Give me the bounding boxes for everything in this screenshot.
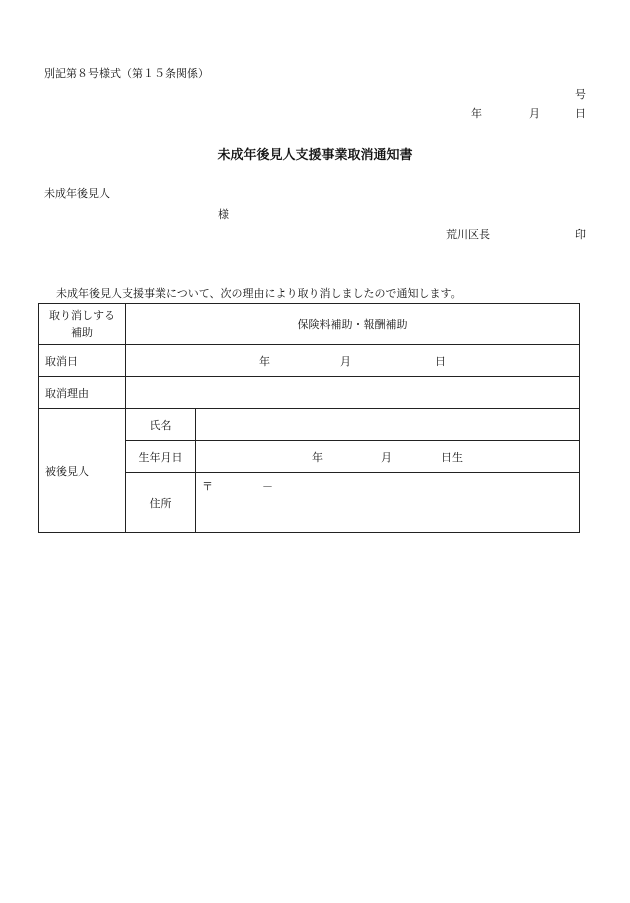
postal-mark: 〒 <box>202 480 213 493</box>
postal-code-dash: － <box>262 480 273 493</box>
cancel-date-field[interactable] <box>126 345 580 377</box>
subsidy-label-cell <box>39 304 126 345</box>
issue-day-label: 日 <box>575 107 586 120</box>
cancellation-form-table <box>38 303 580 533</box>
name-field[interactable] <box>196 409 580 441</box>
cancel-year-label: 年 <box>259 354 270 368</box>
dob-label: 生年月日 <box>126 441 196 473</box>
cancel-month-label: 月 <box>340 354 351 368</box>
recipient-honorific: 様 <box>218 208 229 221</box>
cancel-date-label: 取消日 <box>39 345 126 377</box>
issue-year-label: 年 <box>471 107 482 120</box>
reason-label: 取消理由 <box>39 377 126 409</box>
cancel-date-row <box>39 345 580 377</box>
ward-name-row <box>39 409 580 441</box>
intro-text: 未成年後見人支援事業について、次の理由により取り消しましたので通知します。 <box>56 287 462 300</box>
ward-label: 被後見人 <box>39 409 126 533</box>
reason-row <box>39 377 580 409</box>
dob-year-label: 年 <box>312 450 323 464</box>
issue-month-label: 月 <box>529 107 540 120</box>
document-title: 未成年後見人支援事業取消通知書 <box>217 148 413 163</box>
subsidy-value: 保険料補助・報酬補助 <box>126 304 580 345</box>
address-field[interactable] <box>196 473 580 533</box>
seal-mark: 印 <box>575 228 586 241</box>
name-label: 氏名 <box>126 409 196 441</box>
dob-day-label: 日生 <box>441 450 463 464</box>
document-number-label: 号 <box>575 88 586 101</box>
cancel-day-label: 日 <box>435 354 446 368</box>
address-label: 住所 <box>126 473 196 533</box>
recipient-label: 未成年後見人 <box>44 187 110 200</box>
issuer-name: 荒川区長 <box>446 228 490 241</box>
dob-month-label: 月 <box>381 450 392 464</box>
subsidy-label-line1: 取り消しする <box>49 308 115 322</box>
subsidy-row <box>39 304 580 345</box>
reason-field[interactable] <box>126 377 580 409</box>
subsidy-label-line2: 補助 <box>71 326 93 339</box>
dob-field[interactable] <box>196 441 580 473</box>
form-reference: 別記第８号様式（第１５条関係） <box>44 67 209 80</box>
